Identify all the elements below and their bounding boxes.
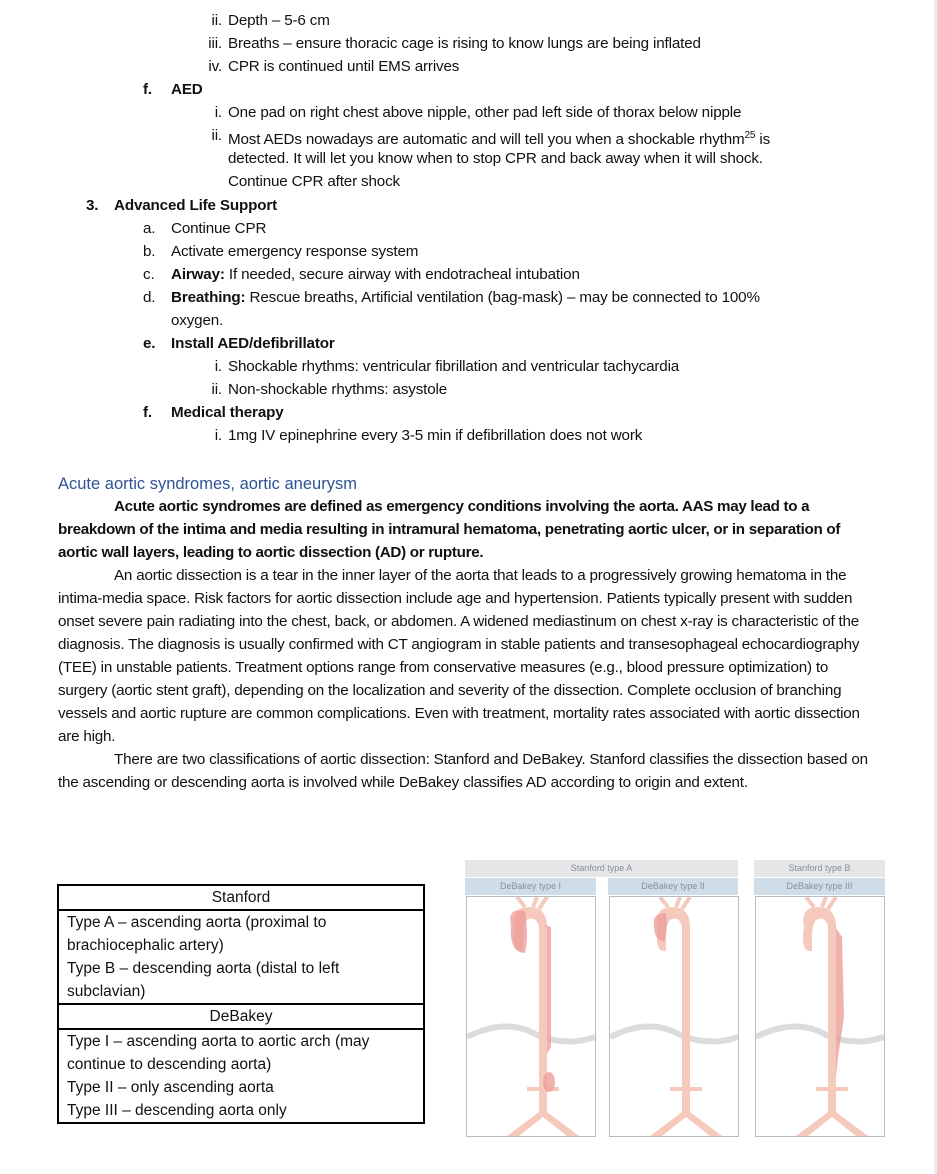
table-cell-debakey bbox=[58, 1029, 424, 1123]
list-marker: f. bbox=[143, 404, 152, 421]
aorta-illustration-type-1 bbox=[466, 896, 596, 1137]
table-line: Type II – only ascending aorta bbox=[67, 1079, 274, 1096]
label-stanford-a: Stanford type A bbox=[465, 860, 738, 877]
paragraph: There are two classifications of aortic dissection: Stanford and DeBakey. Stanford classifies the dissection based on the ascending or descending aorta is involved while DeBakey classifies AD according to origin and extent. bbox=[58, 751, 868, 791]
list-marker: ii. bbox=[211, 127, 222, 144]
list-item-heading: Medical therapy bbox=[171, 404, 284, 421]
list-item-heading: Install AED/defibrillator bbox=[171, 335, 335, 352]
list-marker: iv. bbox=[208, 58, 222, 75]
footnote-ref[interactable]: 25 bbox=[744, 130, 756, 141]
aortic-dissection-figure bbox=[465, 860, 885, 1140]
aorta-illustration-type-2 bbox=[609, 896, 739, 1137]
table-cell-stanford bbox=[58, 910, 424, 1004]
list-marker: iii. bbox=[208, 35, 222, 52]
list-item: 1mg IV epinephrine every 3-5 min if defibrillation does not work bbox=[228, 427, 643, 444]
table-line: brachiocephalic artery) bbox=[67, 937, 224, 954]
aorta-icon bbox=[756, 897, 884, 1136]
list-marker: f. bbox=[143, 81, 152, 98]
list-item-continuation: detected. It will let you know when to stop CPR and back away when it will shock. bbox=[228, 150, 763, 167]
list-item-continuation: oxygen. bbox=[171, 312, 224, 329]
list-item bbox=[171, 263, 580, 286]
list-marker: d. bbox=[143, 289, 156, 306]
item-label: Breathing: bbox=[171, 289, 246, 306]
list-item: Continue CPR bbox=[171, 220, 267, 237]
list-item: Non-shockable rhythms: asystole bbox=[228, 381, 448, 398]
list-item-continuation: Continue CPR after shock bbox=[228, 173, 400, 190]
list-marker: e. bbox=[143, 335, 156, 352]
table-line: Type A – ascending aorta (proximal to bbox=[67, 914, 327, 931]
list-marker: 3. bbox=[86, 197, 99, 214]
bold-paragraph: Acute aortic syndromes are defined as emergency conditions involving the aorta. AAS may lead to a breakdown of the intima and media resulting in intramural hematoma, penetrating aortic ulcer, or in separation of aortic wall layers, leading to aortic dissection (AD) or rupture. bbox=[58, 498, 841, 561]
list-item: Activate emergency response system bbox=[171, 243, 419, 260]
list-marker: a. bbox=[143, 220, 156, 237]
list-item: Shockable rhythms: ventricular fibrillation and ventricular tachycardia bbox=[228, 358, 680, 375]
table-header-stanford: Stanford bbox=[58, 885, 424, 910]
list-marker: b. bbox=[143, 243, 156, 260]
label-debakey-3: DeBakey type III bbox=[754, 878, 885, 895]
list-marker: ii. bbox=[211, 12, 222, 29]
list-marker: ii. bbox=[211, 381, 222, 398]
list-item-text: Most AEDs nowadays are automatic and will tell you when a shockable rhythm bbox=[228, 131, 745, 149]
section-heading: Acute aortic syndromes, aortic aneurysm bbox=[58, 475, 357, 493]
item-text: If needed, secure airway with endotracheal intubation bbox=[224, 266, 580, 283]
list-marker: c. bbox=[143, 266, 155, 283]
aorta-illustration-type-3 bbox=[755, 896, 885, 1137]
table-line: Type B – descending aorta (distal to left bbox=[67, 960, 340, 977]
aed-heading: AED bbox=[171, 81, 203, 98]
table-header-debakey: DeBakey bbox=[58, 1004, 424, 1029]
list-item-text: is bbox=[755, 131, 771, 149]
table-line: subclavian) bbox=[67, 983, 146, 1000]
classification-table bbox=[57, 884, 425, 1124]
paragraph: An aortic dissection is a tear in the inner layer of the aorta that leads to a progressively growing hematoma in the intima-media space. Risk factors for aortic dissection include age and hypertension. Patients typically present with sudden onset severe pain radiating into the chest, back, or abdomen. A widened mediastinum on chest x-ray is characteristic of the diagnosis. The diagnosis is usually confirmed with CT angiogram in stable patients and transesophageal echocardiography (TEE) in unstable patients. Treatment options range from conservative measures (e.g., blood pressure optimization) to surgery (aortic stent graft), depending on the localization and severity of the dissection. Complete occlusion of branching vessels and aortic rupture are common complications. Even with treatment, mortality rates associated with aortic dissection are high. bbox=[58, 567, 860, 745]
als-heading: Advanced Life Support bbox=[114, 197, 278, 214]
aorta-icon bbox=[467, 897, 595, 1136]
list-item: Breaths – ensure thoracic cage is rising to know lungs are being inflated bbox=[228, 35, 701, 52]
table-line: Type I – ascending aorta to aortic arch (may bbox=[67, 1033, 370, 1050]
list-marker: i. bbox=[214, 427, 222, 444]
list-item: CPR is continued until EMS arrives bbox=[228, 58, 460, 75]
aorta-icon bbox=[610, 897, 738, 1136]
label-debakey-2: DeBakey type II bbox=[608, 878, 738, 895]
list-item: One pad on right chest above nipple, other pad left side of thorax below nipple bbox=[228, 104, 742, 121]
label-stanford-b: Stanford type B bbox=[754, 860, 885, 877]
body-text bbox=[58, 495, 878, 794]
list-marker: i. bbox=[214, 104, 222, 121]
list-item: Depth – 5-6 cm bbox=[228, 12, 330, 29]
label-debakey-1: DeBakey type I bbox=[465, 878, 596, 895]
list-item bbox=[171, 286, 760, 309]
list-marker: i. bbox=[214, 358, 222, 375]
item-text: Rescue breaths, Artificial ventilation (bag-mask) – may be connected to 100% bbox=[245, 289, 760, 306]
table-line: continue to descending aorta) bbox=[67, 1056, 272, 1073]
table-line: Type III – descending aorta only bbox=[67, 1102, 287, 1119]
item-label: Airway: bbox=[171, 266, 225, 283]
